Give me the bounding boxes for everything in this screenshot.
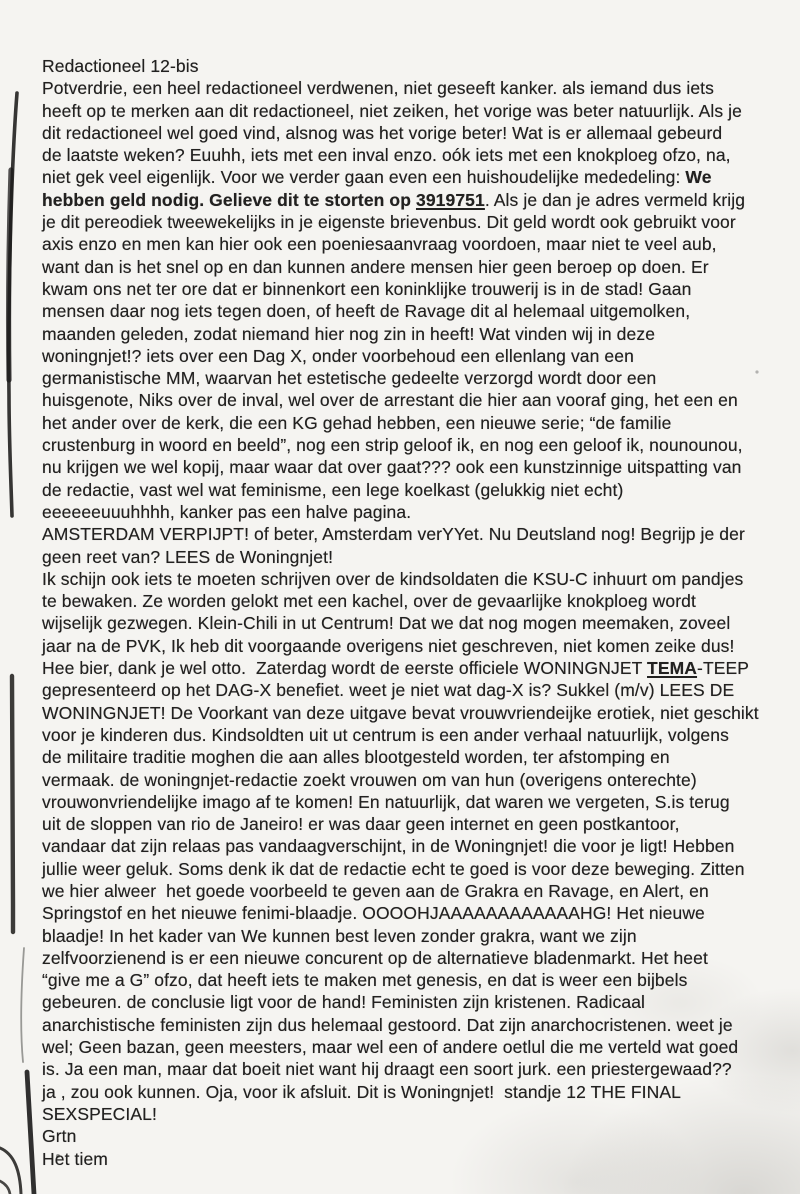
body-text: axis enzo en men kan hier ook een poeniesaanvraag voordoen, maar niet te veel aub, bbox=[42, 234, 717, 255]
body-text: Ik schijn ook iets te moeten schrijven over de kindsoldaten die KSU-C inhuurt om pandjes bbox=[42, 568, 744, 589]
document-line bbox=[42, 434, 768, 456]
body-text: blaadje! In het kader van We kunnen best leven zonder grakra, want we zijn bbox=[42, 925, 637, 946]
document-line bbox=[42, 345, 768, 367]
body-text: Hee bier, dank je wel otto. Zaterdag wordt de eerste officiele WONINGNJET bbox=[42, 658, 648, 679]
document-line bbox=[42, 546, 768, 568]
document-line bbox=[42, 122, 768, 144]
left-margin-stroke-faint bbox=[21, 948, 24, 1062]
body-text: Grtn bbox=[42, 1126, 77, 1147]
body-text: wel; Geen bazan, geen meesters, maar wel een of andere oetlul die me verteld wat goed bbox=[42, 1037, 739, 1058]
document-line bbox=[42, 233, 768, 255]
left-margin-stroke-upper-thick bbox=[9, 170, 11, 380]
body-text: jaar na de PVK, Ik heb dit voorgaande overigens niet geschreven, niet komen zeike dus! bbox=[42, 635, 735, 656]
document-line bbox=[42, 323, 768, 345]
body-text: voor je kinderen dus. Kindsoldten uit ut centrum is een ander verhaal natuurlijk, volgens bbox=[42, 724, 729, 745]
left-margin-stroke-lower bbox=[27, 1072, 34, 1194]
emphasized-text: 3919751 bbox=[415, 189, 485, 210]
document-line bbox=[42, 412, 768, 434]
document-line bbox=[42, 590, 768, 612]
body-text: want dan is het snel op en dan kunnen andere mensen hier geen beroep op doen. Er bbox=[42, 256, 709, 277]
document-line bbox=[42, 925, 768, 947]
body-text: de laatste weken? Euuhh, iets met een inval enzo. oók iets met een knokploeg ofzo, na, bbox=[42, 145, 731, 166]
body-text: jullie weer geluk. Soms denk ik dat de redactie echt te goed is voor deze beweging. Zitten bbox=[42, 858, 745, 879]
body-text: SEXSPECIAL! bbox=[42, 1103, 157, 1124]
emphasized-text: hebben geld nodig. Gelieve dit te storten op bbox=[42, 189, 416, 210]
body-text: germanistische MM, waarvan het estetische gedeelte verzorgd wordt door een bbox=[42, 368, 657, 389]
body-text: Potverdrie, een heel redactioneel verdwenen, niet geseeft kanker. als iemand dus iets bbox=[42, 78, 714, 99]
body-text: AMSTERDAM VERPIJPT! of beter, Amsterdam verYYet. Nu Deutsland nog! Begrijp je der bbox=[42, 524, 745, 545]
document-line bbox=[42, 211, 768, 233]
body-text: de militaire traditie moghen die aan alles blootgesteld worden, ter afstomping en bbox=[42, 747, 670, 768]
document-line bbox=[42, 1014, 768, 1036]
document-line bbox=[42, 100, 768, 122]
body-text: uit de sloppen van rio de Janeiro! er was daar geen internet en geen postkantoor, bbox=[42, 814, 680, 835]
body-text: vrouwonvriendelijke imago af te komen! En natuurlijk, dat waren we vergeten, S.is terug bbox=[42, 791, 730, 812]
document-line bbox=[42, 947, 768, 969]
document-line bbox=[42, 300, 768, 322]
body-text: gepresenteerd op het DAG-X benefiet. weet je niet wat dag-X is? Sukkel (m/v) LEES DE bbox=[42, 680, 735, 701]
body-text: vandaar dat zijn relaas pas vandaagverschijnt, in de Woningnjet! die voor je ligt! Hebben bbox=[42, 836, 735, 857]
document-line bbox=[42, 657, 768, 679]
body-text: je dit pereodiek tweewekelijks in je eigenste brievenbus. Dit geld wordt ook gebruikt voor bbox=[42, 212, 736, 233]
document-line bbox=[42, 635, 768, 657]
document-line bbox=[42, 166, 768, 188]
body-text: mensen daar nog iets tegen doen, of heeft de Ravage dit al helemaal uitgemolken, bbox=[42, 301, 691, 322]
document-line bbox=[42, 791, 768, 813]
body-text: WONINGNJET! De Voorkant van deze uitgave bevat vrouwvriendeijke erotiek, niet geschikt bbox=[42, 702, 759, 723]
document-line bbox=[42, 813, 768, 835]
document-line bbox=[42, 1103, 768, 1125]
body-text: . Als je dan je adres vermeld krijg bbox=[484, 189, 746, 210]
document-line bbox=[42, 501, 768, 523]
document-line bbox=[42, 367, 768, 389]
document-line bbox=[42, 991, 768, 1013]
body-text: gebeuren. de conclusie ligt voor de hand! Feministen zijn kristenen. Radicaal bbox=[42, 992, 646, 1013]
document-line bbox=[42, 189, 768, 211]
body-text: kwam ons net ter ore dat er binnenkort een koninklijke trouwerij is in de stad! Gaan bbox=[42, 278, 692, 299]
body-text: heeft op te merken aan dit redactioneel, niet zeiken, het vorige was beter natuurlijk. Als je bbox=[42, 100, 742, 121]
body-text: vermaak. de woningnjet-redactie zoekt vrouwen om van hun (overigens onterechte) bbox=[42, 769, 697, 790]
body-text: niet gek veel eigenlijk. Voor we verder gaan even een huishoudelijke mededeling: bbox=[42, 167, 686, 188]
document-line bbox=[42, 523, 768, 545]
emphasized-text: We bbox=[685, 167, 712, 188]
document-line bbox=[42, 902, 768, 924]
body-text: is. Ja een man, maar dat boeit niet want hij draagt een soort jurk. een priestergewaad?? bbox=[42, 1059, 732, 1080]
document-body bbox=[42, 55, 768, 1170]
document-line bbox=[42, 389, 768, 411]
document-line bbox=[42, 77, 768, 99]
body-text: te bewaken. Ze worden gelokt met een kachel, over de gevaarlijke knokploeg wordt bbox=[42, 591, 696, 612]
body-text: nu krijgen we wel kopij, maar waar dat over gaat??? ook een kunstzinnige uitspatting van bbox=[42, 457, 742, 478]
body-text: Redactioneel 12-bis bbox=[42, 56, 199, 76]
body-text: wijselijk gezwegen. Klein-Chili in ut Centrum! Dat we dat nog mogen meemaken, zoveel bbox=[42, 613, 731, 634]
body-text: de redactie, vast wel wat feminisme, een lege koelkast (gelukkig niet echt) bbox=[42, 479, 624, 500]
document-line bbox=[42, 144, 768, 166]
body-text: Springstof en het nieuwe fenimi-blaadje. OOOOHJAAAAAAAAAAAAHG! Het nieuwe bbox=[42, 903, 705, 924]
document-line bbox=[42, 835, 768, 857]
document-line bbox=[42, 55, 768, 77]
body-text: het ander over de kerk, die een KG gehad hebben, een nieuwe serie; “de familie bbox=[42, 412, 672, 433]
corner-arc-inner bbox=[0, 1181, 10, 1194]
body-text: zelfvoorzienend is er een nieuwe concurent op de alternatieve bladenmarkt. Het heet bbox=[42, 947, 708, 968]
body-text: eeeeeeuuuhhhh, kanker pas een halve pagina. bbox=[42, 501, 412, 522]
document-line bbox=[42, 1081, 768, 1103]
document-line bbox=[42, 568, 768, 590]
document-line bbox=[42, 278, 768, 300]
body-text: maanden geleden, zodat niemand hier nog zin in heeft! Wat vinden wij in deze bbox=[42, 323, 656, 344]
document-line bbox=[42, 479, 768, 501]
document-line bbox=[42, 456, 768, 478]
body-text: woningnjet!? iets over een Dag X, onder voorbehoud een ellenlang van een bbox=[42, 345, 634, 366]
body-text: we hier alweer het goede voorbeeld te geven aan de Grakra en Ravage, en Alert, en bbox=[42, 880, 709, 901]
body-text: anarchistische feministen zijn dus helemaal gestoord. Dat zijn anarchocristenen. weet je bbox=[42, 1014, 733, 1035]
document-line bbox=[42, 1125, 768, 1147]
left-margin-stroke-upper bbox=[9, 93, 17, 516]
body-text: huisgenote, Niks over de inval, wel over de arrestant die hier aan vooraf ging, het een en bbox=[42, 390, 738, 411]
document-line bbox=[42, 769, 768, 791]
document-line bbox=[42, 858, 768, 880]
corner-arc-outer bbox=[0, 1148, 21, 1194]
document-line bbox=[42, 612, 768, 634]
body-text: “give me a G” ofzo, dat heeft iets te maken met genesis, en dat is weer een bijbels bbox=[42, 970, 688, 991]
body-text: Het tiem bbox=[42, 1148, 108, 1169]
document-line bbox=[42, 1036, 768, 1058]
document-line bbox=[42, 746, 768, 768]
document-line bbox=[42, 702, 768, 724]
document-line bbox=[42, 679, 768, 701]
body-text: ja , zou ook kunnen. Oja, voor ik afsluit. Dit is Woningnjet! standje 12 THE FINAL bbox=[42, 1081, 681, 1102]
document-line bbox=[42, 1148, 768, 1170]
body-text: geen reet van? LEES de Woningnjet! bbox=[42, 546, 334, 567]
document-line bbox=[42, 880, 768, 902]
emphasized-text: TEMA bbox=[647, 658, 698, 679]
body-text: -TEEP bbox=[697, 658, 750, 679]
body-text: crustenburg in woord en beeld”, nog een strip geloof ik, en nog een geloof ik, nounounou, bbox=[42, 435, 743, 456]
document-line bbox=[42, 724, 768, 746]
document-line bbox=[42, 256, 768, 278]
body-text: dit redactioneel wel goed vind, alsnog was het vorige beter! Wat is er allemaal gebeurd bbox=[42, 122, 723, 143]
document-line bbox=[42, 1058, 768, 1080]
document-line bbox=[42, 969, 768, 991]
left-margin-stroke-middle bbox=[12, 676, 13, 932]
